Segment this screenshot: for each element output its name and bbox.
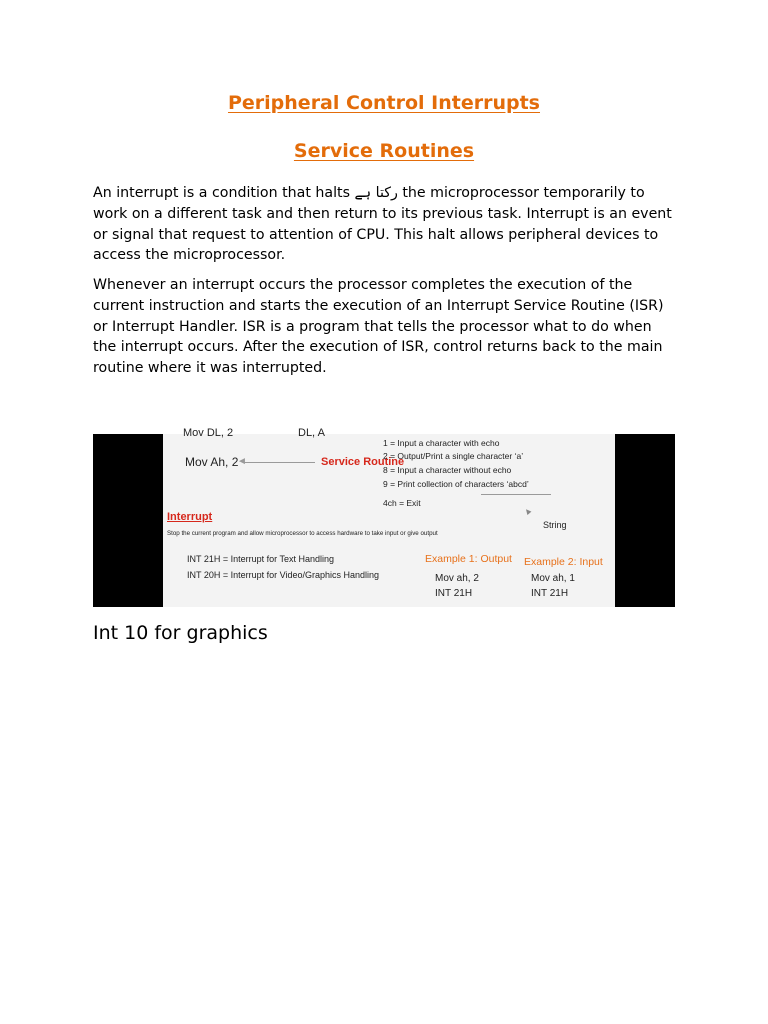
interrupt-heading: Interrupt	[167, 511, 213, 523]
int20-text: INT 20H = Interrupt for Video/Graphics Handling	[187, 570, 380, 580]
interrupt-description: Stop the current program and allow microprocessor to access hardware to take input or give output	[167, 530, 438, 537]
int21-text: INT 21H = Interrupt for Text Handling	[187, 554, 334, 564]
string-arrow-icon: ▲	[520, 504, 535, 518]
paragraph-2: Whenever an interrupt occurs the processor completes the execution of the current instruction and starts the execution of an Interrupt Service Routine (ISR) or Interrupt Handler. ISR is a program that tells the processor what to do when the interrupt occurs. After the execution of ISR, control returns back to the main routine where it was interrupted.	[93, 277, 664, 377]
list-item-3: 8 = Input a character without echo	[383, 465, 512, 475]
paragraph-1	[93, 183, 678, 266]
caption-text: Int 10 for graphics	[93, 622, 268, 644]
list-item-4: 9 = Print collection of characters ‘abcd’	[383, 479, 529, 489]
interrupt-diagram-image	[93, 427, 675, 607]
title-line-1: Peripheral Control Interrupts	[227, 92, 540, 114]
arrow-left-icon: ◄	[237, 456, 247, 467]
para1-before: An interrupt is a condition that halts	[93, 185, 355, 201]
arrow-line	[243, 462, 315, 463]
partial-top-mid-text: DL, A	[298, 427, 325, 439]
string-pointer-line	[481, 494, 551, 495]
example-1-line-2: INT 21H	[435, 588, 473, 599]
list-item-1: 1 = Input a character with echo	[383, 438, 500, 448]
partial-top-left-text: Mov DL, 2	[183, 427, 234, 439]
example-2-line-2: INT 21H	[531, 588, 569, 599]
example-1-line-1: Mov ah, 2	[435, 573, 479, 584]
service-routine-label: Service Routine	[321, 456, 405, 468]
list-item-2: 2 = Output/Print a single character ‘a’	[383, 451, 524, 461]
example-2-title: Example 2: Input	[524, 556, 603, 568]
diagram-content	[163, 427, 615, 607]
string-label: String	[543, 520, 567, 530]
example-2-line-1: Mov ah, 1	[531, 573, 575, 584]
list-item-5: 4ch = Exit	[383, 498, 421, 508]
title-line-2: Service Routines	[293, 140, 475, 162]
example-1-title: Example 1: Output	[425, 553, 512, 565]
para1-after: the microprocessor temporarily to work on a different task and then return to its previous task. Interrupt is an event or signal that request to attention of CPU. This halt allows peripheral devices to access the microprocessor.	[93, 185, 672, 264]
para1-urdu-word: رکتا ہے	[354, 185, 398, 201]
mov-ah-text: Mov Ah, 2	[185, 455, 239, 469]
